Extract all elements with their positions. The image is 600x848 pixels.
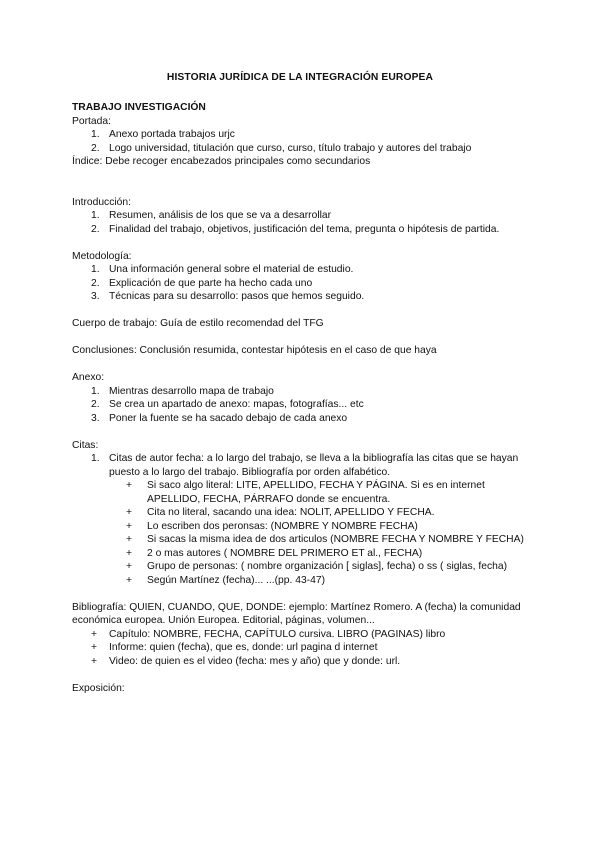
anexo-label: Anexo: — [72, 372, 105, 383]
list-item: + Según Martínez (fecha)... ...(pp. 43-47) — [126, 574, 325, 586]
list-item: + Video: de quien es el video (fecha: mes y año) que y donde: url. — [91, 655, 401, 667]
document-body — [72, 101, 532, 695]
document-title: HISTORIA JURÍDICA DE LA INTEGRACIÓN EUROPEA — [166, 72, 434, 83]
list-item: + Lo escriben dos peronsas: (NOMBRE Y NOMBRE FECHA) — [126, 520, 418, 532]
list-item: 1. Citas de autor fecha: a lo largo del trabajo, se lleva a la bibliografía las citas que se hayan puesto a lo largo del trabajo. Bibliografía por orden alfabético. — [91, 453, 519, 478]
list-item: 2. Explicación de que parte ha hecho cada uno — [91, 277, 313, 289]
indice-text: Índice: Debe recoger encabezados principales como secundarios — [72, 156, 371, 167]
list-item: 2. Finalidad del trabajo, objetivos, justificación del tema, pregunta o hipótesis de partida. — [91, 223, 500, 235]
list-item: + Informe: quien (fecha), que es, donde: url pagina d internet — [91, 642, 378, 653]
exposicion-label: Exposición: — [72, 682, 125, 694]
citas-list — [72, 452, 532, 479]
citas-label: Citas: — [72, 439, 99, 451]
list-item: + Si sacas la misma idea de dos articulos (NOMBRE FECHA Y NOMBRE Y FECHA) — [126, 534, 524, 545]
list-item: + Cita no literal, sacando una idea: NOLIT, APELLIDO Y FECHA. — [126, 507, 435, 518]
metodologia-list — [72, 263, 532, 304]
section-heading: TRABAJO INVESTIGACIÓN — [72, 102, 206, 113]
bibliografia-bullets — [72, 628, 532, 669]
cuerpo-text: Cuerpo de trabajo: Guía de estilo recomendad del TFG — [72, 318, 324, 329]
list-item: 3. Poner la fuente se ha sacado debajo de cada anexo — [91, 412, 348, 424]
list-item: + Grupo de personas: ( nombre organización [ siglas], fecha) o ss ( siglas, fecha) — [126, 561, 507, 572]
metodologia-label: Metodología: — [72, 250, 132, 262]
list-item: 1. Anexo portada trabajos urjc — [91, 129, 235, 140]
portada-label: Portada: — [72, 115, 111, 127]
introduccion-label: Introducción: — [72, 196, 131, 208]
list-item: 2. Se crea un apartado de anexo: mapas, fotografías... etc — [91, 399, 364, 410]
conclusiones-text: Conclusiones: Conclusión resumida, contestar hipótesis en el caso de que haya — [72, 345, 437, 356]
list-item: 3. Técnicas para su desarrollo: pasos que hemos seguido. — [91, 291, 365, 302]
list-item: 1. Mientras desarrollo mapa de trabajo — [91, 385, 274, 397]
list-item: + Si saco algo literal: LITE, APELLIDO, FECHA Y PÁGINA. Si es en internet APELLIDO, FECHA, PÁRRAFO donde se encuentra. — [126, 480, 485, 505]
list-item: 1. Una información general sobre el material de estudio. — [91, 264, 354, 275]
list-item: + 2 o mas autores ( NOMBRE DEL PRIMERO ET al., FECHA) — [126, 547, 423, 559]
bibliografia-text: Bibliografía: QUIEN, CUANDO, QUE, DONDE: ejemplo: Martínez Romero. A (fecha) la comunidad económica europea. Unión Europea. Editorial, páginas, volumen... — [72, 601, 521, 626]
citas-bullets — [72, 479, 532, 587]
portada-list — [72, 128, 532, 155]
list-item: 1. Resumen, análisis de los que se va a desarrollar — [91, 210, 332, 221]
list-item: 2. Logo universidad, titulación que curso, curso, título trabajo y autores del trabajo — [91, 142, 472, 154]
introduccion-list — [72, 209, 532, 236]
list-item: + Capítulo: NOMBRE, FECHA, CAPÍTULO cursiva. LIBRO (PAGINAS) libro — [91, 628, 446, 640]
anexo-list — [72, 385, 532, 426]
